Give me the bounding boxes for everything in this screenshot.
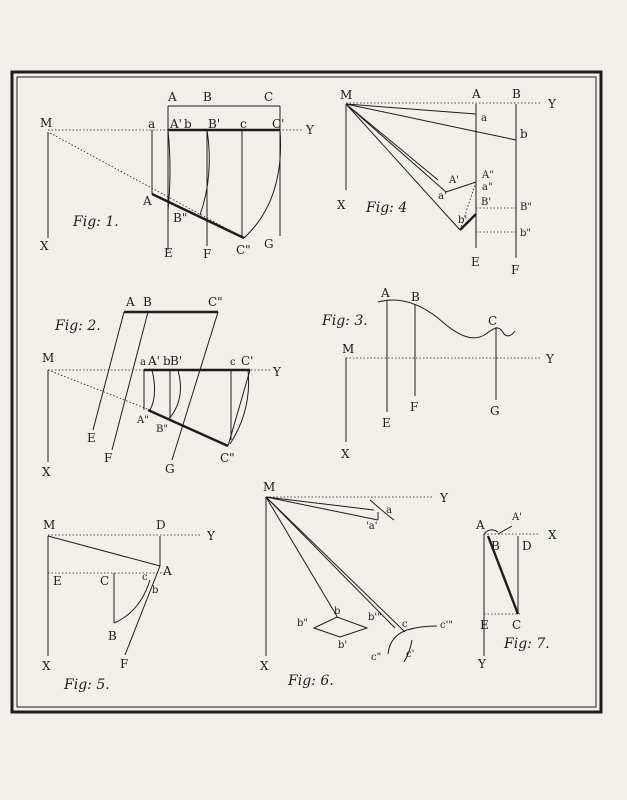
fig3-label-Y: Y [546, 352, 554, 366]
fig1-label-B2: B" [173, 211, 188, 225]
fig4-label-A2: A" [482, 170, 494, 181]
fig3-label-B: B [411, 290, 420, 304]
fig3-label-M: M [342, 342, 355, 356]
fig3-label-X: X [341, 447, 350, 461]
figure-2 [42, 295, 282, 479]
fig1-label-X: X [40, 239, 49, 253]
fig3-label-E: E [382, 416, 391, 430]
fig2-label-B1: B' [170, 354, 183, 368]
fig4-caption: Fig: 4 [366, 200, 408, 216]
fig2-label-A: A [126, 295, 135, 309]
fig2-label-E: E [87, 431, 96, 445]
fig1-label-Y: Y [306, 123, 314, 137]
fig3-label-G: G [490, 404, 500, 418]
fig6-label-b: b [334, 606, 341, 617]
fig7-label-E: E [480, 618, 489, 632]
fig4-label-B2: B" [520, 202, 532, 213]
fig1-label-a: a [148, 117, 156, 131]
fig7-label-B: B [491, 539, 500, 553]
fig6-caption: Fig: 6. [288, 673, 334, 689]
fig2-label-C1: C' [241, 354, 254, 368]
fig1-label-c: c [240, 117, 247, 131]
fig1-label-A1: A' [170, 117, 182, 131]
fig6-label-c1: c' [406, 649, 415, 660]
fig2-label-G: G [165, 462, 175, 476]
fig4-label-B: B [512, 87, 521, 101]
fig1-label-A0: A [143, 194, 152, 208]
fig3-caption: Fig: 3. [322, 313, 368, 329]
fig4-label-E: E [471, 255, 480, 269]
fig5-caption: Fig: 5. [64, 677, 110, 693]
fig5-label-D: D [156, 518, 166, 532]
fig6-label-a1: 'a' [366, 521, 378, 532]
fig1-label-C2: C" [236, 243, 251, 257]
fig3-label-F: F [410, 400, 419, 414]
fig4-label-F: F [511, 263, 520, 277]
fig5-label-X: X [42, 659, 51, 673]
fig7-label-A: A [476, 518, 485, 532]
figure-3 [321, 286, 555, 461]
fig6-label-b1: b' [338, 640, 348, 651]
fig7-label-X: X [548, 528, 557, 542]
fig3-label-A: A [381, 286, 390, 300]
fig2-label-B: B [143, 295, 152, 309]
fig6-label-c2: c" [371, 652, 382, 663]
fig4-label-Y: Y [548, 97, 556, 111]
fig2-label-F: F [104, 451, 113, 465]
fig1-label-E: E [164, 246, 173, 260]
fig5-label-c: c [142, 572, 148, 583]
fig2-label-M: M [42, 351, 55, 365]
figure-1 [40, 90, 315, 261]
fig3-label-C: C [488, 314, 498, 328]
fig6-label-Y: Y [440, 491, 448, 505]
figure-7 [475, 512, 557, 671]
fig1-label-M: M [40, 116, 53, 130]
plate-border-outer [12, 72, 601, 712]
fig6-label-b3: b'" [368, 612, 382, 623]
fig5-label-E: E [53, 574, 62, 588]
fig4-label-b: b [520, 127, 528, 141]
fig2-label-A2: A" [137, 415, 149, 426]
fig6-label-c3: c'" [440, 620, 453, 631]
fig7-caption: Fig: 7. [504, 636, 550, 652]
fig2-label-C: C" [208, 295, 223, 309]
fig1-label-A: A [168, 90, 177, 104]
figure-6 [260, 480, 453, 689]
figure-5 [42, 518, 216, 693]
fig4-label-M: M [340, 88, 353, 102]
fig7-label-A1: A' [512, 512, 522, 523]
fig7-label-Y: Y [478, 657, 486, 671]
fig2-label-Y: Y [273, 365, 281, 379]
fig2-label-X: X [42, 465, 51, 479]
fig2-label-a: a [140, 357, 146, 368]
fig1-label-F: F [203, 247, 212, 261]
figure-4 [337, 87, 557, 277]
fig5-label-A: A [163, 564, 172, 578]
fig2-label-b: b [163, 354, 171, 368]
fig2-label-B2: B" [156, 424, 168, 435]
fig4-label-a1: a' [438, 191, 447, 202]
fig5-label-Y: Y [207, 529, 215, 543]
fig4-label-a2: a" [482, 182, 493, 193]
fig5-label-C: C [100, 574, 110, 588]
fig1-label-B1: B' [208, 117, 221, 131]
fig6-label-X: X [260, 659, 269, 673]
fig4-label-b2: b" [520, 228, 532, 239]
fig2-label-c: c [230, 357, 236, 368]
fig5-label-M: M [43, 518, 56, 532]
fig6-label-M: M [263, 480, 276, 494]
fig6-label-a: a [386, 505, 392, 516]
fig1-label-G: G [264, 237, 274, 251]
fig1-label-C1: C' [272, 117, 285, 131]
fig2-label-A1: A' [148, 354, 160, 368]
fig5-label-b: b [152, 585, 159, 596]
fig6-label-c: c [402, 619, 408, 630]
fig4-label-X: X [337, 198, 346, 212]
fig5-label-B: B [108, 629, 117, 643]
fig7-label-C: C [512, 618, 522, 632]
fig4-label-b1: b' [458, 215, 468, 226]
fig4-label-A1: A' [449, 175, 459, 186]
fig6-label-b2: b" [297, 618, 309, 629]
fig2-caption: Fig: 2. [55, 318, 101, 334]
fig4-label-a: a [481, 113, 487, 124]
fig2-label-C2: C" [220, 451, 235, 465]
fig4-label-A: A [472, 87, 481, 101]
fig4-label-B1: B' [481, 197, 492, 208]
fig1-caption: Fig: 1. [73, 214, 119, 230]
fig1-label-b: b [184, 117, 192, 131]
fig1-label-B: B [203, 90, 212, 104]
fig7-label-D: D [522, 539, 532, 553]
fig5-label-F: F [120, 657, 129, 671]
fig1-label-C: C [264, 90, 274, 104]
